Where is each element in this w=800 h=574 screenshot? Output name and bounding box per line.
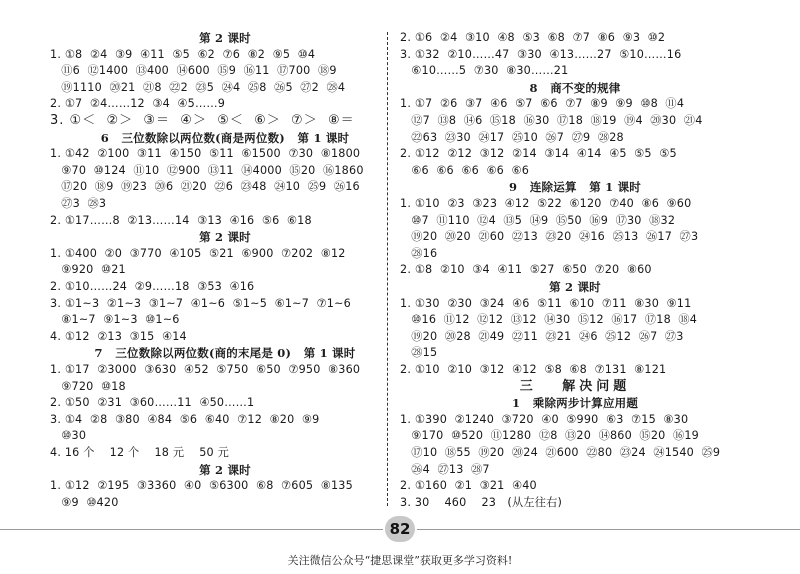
- answer-line: 2. ①12 ②12 ③12 ②14 ③14 ④14 ④5 ⑤5 ⑤5: [400, 147, 677, 161]
- answer-line: ⑩7 ⑪110 ⑫4 ⑬5 ⑭9 ⑮50 ⑯9 ⑰30 ⑱32: [400, 213, 676, 227]
- answer-line: ⑨920 ⑩21: [50, 263, 126, 277]
- answer-line: 2. ①160 ②1 ③21 ④40: [400, 479, 537, 493]
- section-heading: 9 连除运算 第 1 课时: [509, 180, 641, 195]
- answer-line: ⑧1~7 ⑨1~3 ⑩1~6: [50, 313, 180, 327]
- answer-line: 2. ①50 ②31 ③60……11 ④50……1: [50, 396, 255, 410]
- answer-line: 3. ①＜ ②＞ ③＝ ④＞ ⑤＜ ⑥＞ ⑦＞ ⑧＝: [50, 113, 355, 128]
- answer-line: 2. ①6 ②4 ③10 ④8 ⑤3 ⑥8 ⑦7 ⑧6 ⑨3 ⑩2: [400, 31, 666, 44]
- answer-line: 1. ①400 ②0 ③770 ④105 ⑤21 ⑥900 ⑦202 ⑧12: [50, 246, 346, 260]
- answer-line: 2. ①17……8 ②13……14 ③13 ④16 ⑤6 ⑥18: [50, 213, 312, 227]
- answer-line: 3. ①32 ②10……47 ③30 ④13……27 ⑤10……16: [400, 47, 682, 61]
- section-heading: 8 商不变的规律: [529, 80, 621, 95]
- answer-line: 1. ①30 ②30 ③24 ④6 ⑤11 ⑥10 ⑦11 ⑧30 ⑨11: [400, 296, 692, 310]
- answer-line: 3. ①4 ②8 ③80 ④84 ⑤6 ⑥40 ⑦12 ⑧20 ⑨9: [50, 412, 320, 426]
- answer-line: 1. ①17 ②3000 ③630 ④52 ⑤750 ⑥50 ⑦950 ⑧360: [50, 363, 361, 376]
- answer-line: 2. ①8 ②10 ③4 ④11 ⑤27 ⑥50 ⑦20 ⑧60: [400, 263, 652, 277]
- footer-rule-left: [0, 529, 383, 530]
- answer-line: ⑪6 ⑫1400 ⑬400 ⑭600 ⑮9 ⑯11 ⑰700 ⑱9: [50, 64, 337, 78]
- section-heading: 第 2 课时: [199, 31, 251, 45]
- answer-line: 2. ①7 ②4……12 ③4 ④5……9: [50, 97, 226, 111]
- answer-line: 1. ①7 ②6 ③7 ④6 ⑤7 ⑥6 ⑦7 ⑧9 ⑨9 ⑩8 ⑪4: [400, 97, 685, 111]
- section-heading: 第 2 课时: [549, 280, 601, 294]
- answer-line: ⑰10 ⑱55 ⑲20 ⑳24 ㉑600 ㉒80 ㉓24 ㉔1540 ㉕9: [400, 446, 721, 459]
- page-number: 82: [385, 516, 415, 542]
- answer-line: 4. 16 个 12 个 18 元 50 元: [50, 446, 230, 459]
- column-divider: [387, 32, 388, 506]
- answer-line: ⑨9 ⑩420: [50, 495, 119, 509]
- answer-line: ⑲20 ⑳28 ㉑49 ㉒11 ㉓21 ㉔6 ㉕12 ㉖7 ㉗3: [400, 329, 684, 343]
- answer-line: 1. ①10 ②3 ③23 ④12 ⑤22 ⑥120 ⑦40 ⑧6 ⑨60: [400, 197, 692, 210]
- answer-line: 1. ①8 ②4 ③9 ④11 ⑤5 ⑥2 ⑦6 ⑧2 ⑨5 ⑩4: [50, 47, 316, 61]
- answer-line: 2. ①10……24 ②9……18 ③53 ④16: [50, 280, 255, 293]
- footer-rule-right: [417, 529, 800, 530]
- answer-line: ⑥10……5 ⑦30 ⑧30……21: [400, 64, 569, 78]
- section-heading: 第 2 课时: [199, 462, 251, 477]
- answer-line: ⑩30: [50, 429, 87, 443]
- answer-line: 3. 30 460 23 (从左往右): [400, 495, 563, 509]
- section-heading: 三 解决问题: [519, 378, 631, 394]
- answer-line: ⑨70 ⑩124 ⑪10 ⑫900 ⑬11 ⑭4000 ⑮20 ⑯1860: [50, 163, 364, 177]
- answer-line: ⑥6 ⑥6 ⑥6 ⑥6 ⑥6: [400, 163, 530, 177]
- answer-line: ㉒63 ㉓30 ㉔17 ㉕10 ㉖7 ㉗9 ㉘28: [400, 130, 624, 144]
- answer-line: ㉘16: [400, 246, 438, 260]
- section-heading: 1 乘除两步计算应用题: [511, 396, 639, 411]
- answer-line: ⑨170 ⑩520 ⑪1280 ⑫8 ⑬20 ⑭860 ⑮20 ⑯19: [400, 429, 699, 443]
- answer-line: ⑫7 ⑬8 ⑭6 ⑮18 ⑯30 ⑰18 ⑱19 ⑲4 ⑳30 ㉑4: [400, 114, 703, 127]
- answer-line: ⑰20 ⑱9 ⑲23 ⑳6 ㉑20 ㉒6 ㉓48 ㉔10 ㉕9 ㉖16: [50, 180, 360, 194]
- footer-note: 关注微信公众号“捷思课堂”获取更多学习资料!: [287, 554, 513, 567]
- answer-line: ⑲1110 ⑳21 ㉑8 ㉒2 ㉓5 ㉔4 ㉕8 ㉖5 ㉗2 ㉘4: [50, 80, 346, 94]
- section-heading: 第 2 课时: [199, 230, 251, 245]
- answer-line: ⑩16 ⑪12 ⑫12 ⑬12 ⑭30 ⑮12 ⑯17 ⑰18 ⑱4: [400, 313, 698, 327]
- answer-line: 2. ①10 ②10 ③12 ④12 ⑤8 ⑥8 ⑦131 ⑧121: [400, 363, 667, 376]
- answer-line: ⑲20 ⑳20 ㉑60 ㉒13 ㉓20 ㉔16 ㉕13 ㉖17 ㉗3: [400, 230, 699, 244]
- answer-line: 4. ①12 ②13 ③15 ④14: [50, 329, 187, 343]
- answer-line: ⑨720 ⑩18: [50, 379, 126, 393]
- answer-line: 1. ①42 ②100 ③11 ④150 ⑤11 ⑥1500 ⑦30 ⑧1800: [50, 147, 361, 161]
- answer-line: 1. ①390 ②1240 ③720 ④0 ⑤990 ⑥3 ⑦15 ⑧30: [400, 412, 689, 426]
- answer-line: ㉘15: [400, 346, 438, 360]
- section-heading: 7 三位数除以两位数(商的末尾是 0) 第 1 课时: [94, 346, 356, 361]
- answer-line: ㉗3 ㉘3: [50, 197, 107, 210]
- answer-line: ㉖4 ㉗13 ㉘7: [400, 462, 490, 476]
- answer-line: 1. ①12 ②195 ③3360 ④0 ⑤6300 ⑥8 ⑦605 ⑧135: [50, 479, 353, 493]
- section-heading: 6 三位数除以两位数(商是两位数) 第 1 课时: [100, 130, 350, 145]
- answer-line: 3. ①1~3 ②1~3 ③1~7 ④1~6 ⑤1~5 ⑥1~7 ⑦1~6: [50, 296, 351, 310]
